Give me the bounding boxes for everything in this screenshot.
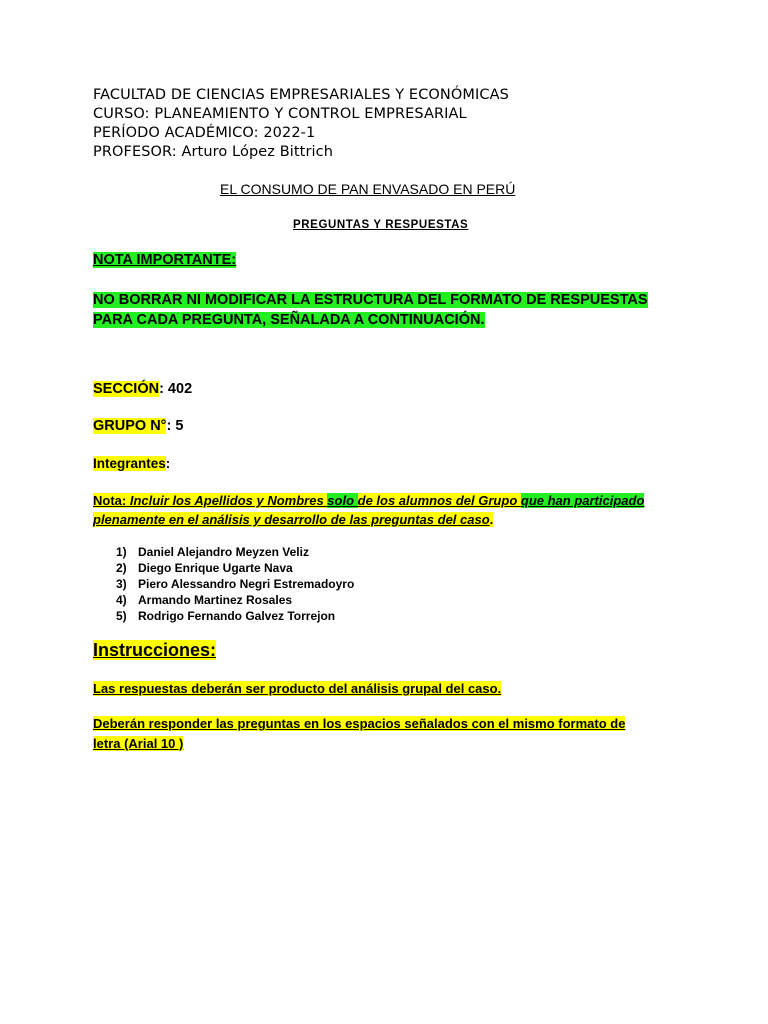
instruction-2-text-b: letra (Arial 10 ) bbox=[93, 736, 184, 751]
header-professor: PROFESOR: Arturo López Bittrich bbox=[93, 144, 333, 160]
note-label: Nota: bbox=[93, 493, 127, 508]
warning-line-2 bbox=[93, 310, 485, 330]
section-value: : 402 bbox=[159, 381, 193, 397]
group-label: GRUPO N° bbox=[93, 418, 167, 434]
list-item-name: Piero Alessandro Negri Estremadoyro bbox=[138, 577, 355, 591]
list-item-name: Rodrigo Fernando Galvez Torrejon bbox=[138, 609, 336, 623]
list-item bbox=[116, 576, 354, 592]
list-item bbox=[116, 544, 354, 560]
note-part-1: Incluir los Apellidos y Nombres bbox=[126, 493, 328, 508]
instruction-2-text-a: Deberán responder las preguntas en los espacios señalados con el mismo formato de bbox=[93, 716, 626, 731]
instruction-2-line-a bbox=[93, 716, 625, 731]
warning-line-1 bbox=[93, 290, 648, 310]
list-item bbox=[116, 608, 354, 624]
warning-text-1: NO BORRAR NI MODIFICAR LA ESTRUCTURA DEL FORMATO DE RESPUESTAS bbox=[93, 292, 648, 308]
instructions-heading bbox=[93, 640, 216, 661]
list-item-number: 1) bbox=[116, 545, 127, 559]
list-item-number: 2) bbox=[116, 561, 127, 575]
warning-text-2: PARA CADA PREGUNTA, SEÑALADA A CONTINUACIÓN. bbox=[93, 312, 485, 328]
header-course: CURSO: PLANEAMIENTO Y CONTROL EMPRESARIAL bbox=[93, 106, 467, 122]
group-field bbox=[93, 418, 183, 434]
list-item-name: Daniel Alejandro Meyzen Veliz bbox=[138, 545, 309, 559]
list-item-name: Diego Enrique Ugarte Nava bbox=[138, 561, 293, 575]
members-label: Integrantes bbox=[93, 456, 166, 471]
group-value: : 5 bbox=[166, 418, 184, 434]
members-field bbox=[93, 456, 170, 471]
instructions-label: Instrucciones bbox=[93, 640, 211, 660]
important-note-label: NOTA IMPORTANTE: bbox=[93, 252, 237, 268]
header-period: PERÍODO ACADÉMICO: 2022-1 bbox=[93, 125, 316, 141]
instruction-2-line-b bbox=[93, 736, 183, 751]
list-item-number: 5) bbox=[116, 609, 127, 623]
note-part-5: plenamente en el análisis y desarrollo de las preguntas del caso bbox=[93, 512, 490, 527]
note-part-4: que han participado bbox=[520, 493, 645, 508]
list-item-number: 4) bbox=[116, 593, 127, 607]
note-part-3: de los alumnos del Grupo bbox=[357, 493, 521, 508]
section-label: SECCIÓN bbox=[93, 381, 160, 397]
note-part-2: solo bbox=[327, 493, 358, 508]
members-note bbox=[93, 491, 693, 529]
list-item-number: 3) bbox=[116, 577, 127, 591]
instructions-label-suffix: : bbox=[210, 640, 217, 660]
note-part-6: . bbox=[489, 512, 494, 527]
section-field bbox=[93, 381, 192, 397]
list-item bbox=[116, 560, 354, 576]
members-label-suffix: : bbox=[165, 456, 171, 471]
document-subtitle: PREGUNTAS Y RESPUESTAS bbox=[293, 219, 469, 231]
list-item bbox=[116, 592, 354, 608]
members-list bbox=[116, 544, 354, 624]
document-title: EL CONSUMO DE PAN ENVASADO EN PERÚ bbox=[220, 181, 516, 197]
instruction-1-text: Las respuestas deberán ser producto del análisis grupal del caso. bbox=[93, 681, 502, 696]
list-item-name: Armando Martinez Rosales bbox=[138, 593, 293, 607]
header-faculty: FACULTAD DE CIENCIAS EMPRESARIALES Y ECONÓMICAS bbox=[93, 87, 509, 103]
instruction-1 bbox=[93, 681, 501, 696]
